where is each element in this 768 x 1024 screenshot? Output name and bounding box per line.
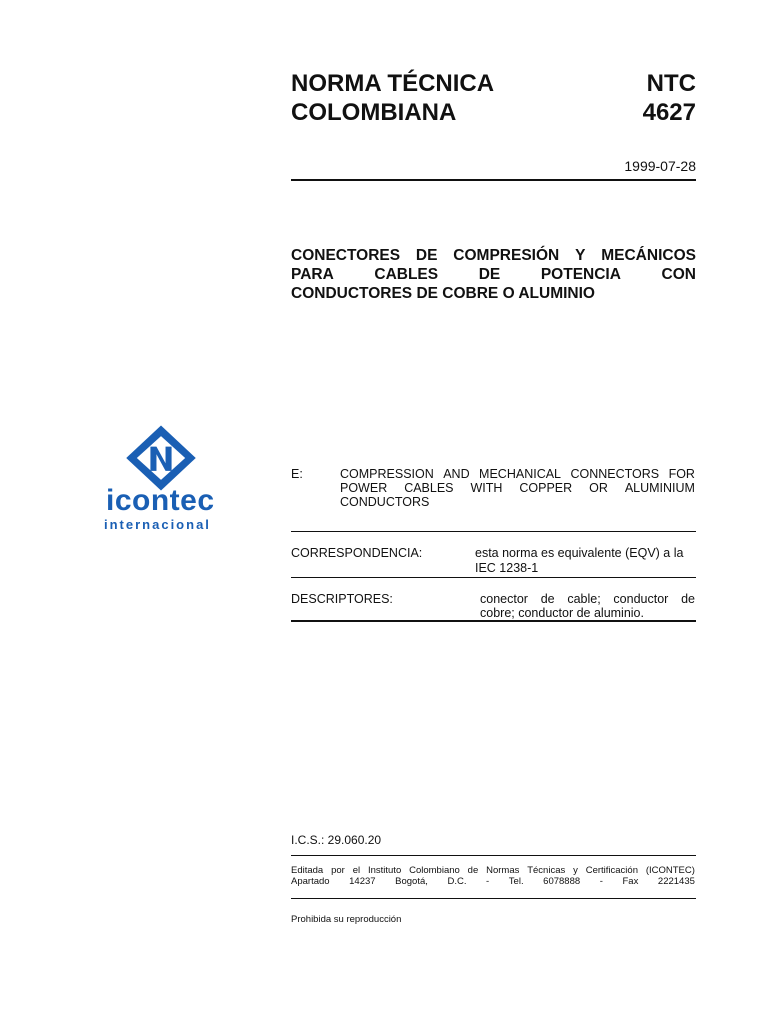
correspondencia-label: CORRESPONDENCIA: — [291, 546, 423, 560]
descriptores-line-2: cobre; conductor de aluminio. — [480, 606, 644, 620]
ics-divider — [291, 855, 696, 856]
prohibida-notice: Prohibida su reproducción — [291, 914, 402, 925]
correspondencia-line-2: IEC 1238-1 — [475, 561, 539, 575]
footer-address-line: Apartado 14237 Bogotá, D.C. - Tel. 6078888 - Fax 2221435 — [291, 876, 695, 887]
title-line-2: COLOMBIANA — [291, 99, 457, 126]
descriptores-line-1: conector de cable; conductor de — [480, 592, 695, 606]
subject-line-1: CONECTORES DE COMPRESIÓN Y MECÁNICOS — [291, 247, 696, 264]
english-label: E: — [291, 467, 303, 481]
header-divider — [291, 179, 696, 181]
descriptores-label: DESCRIPTORES: — [291, 592, 393, 606]
icontec-logo — [104, 420, 216, 532]
subject-line-3: CONDUCTORES DE COBRE O ALUMINIO — [291, 285, 595, 302]
logo-brand: icontec — [106, 484, 215, 517]
publication-date: 1999-07-28 — [624, 158, 696, 174]
logo-subbrand: internacional — [104, 517, 211, 532]
title-line-1: NORMA TÉCNICA — [291, 70, 495, 97]
descriptores-divider — [291, 620, 696, 622]
english-line-1: COMPRESSION AND MECHANICAL CONNECTORS FOR — [340, 467, 695, 481]
ntc-label: NTC — [646, 70, 696, 97]
subject-line-2: PARA CABLES DE POTENCIA CON — [291, 266, 696, 283]
correspondencia-line-1: esta norma es equivalente (EQV) a la — [475, 546, 684, 560]
english-line-2: POWER CABLES WITH COPPER OR ALUMINIUM — [340, 481, 695, 495]
icontec-n-logo-icon — [122, 424, 200, 492]
correspondencia-divider — [291, 577, 696, 578]
english-divider — [291, 531, 696, 532]
ics-code: I.C.S.: 29.060.20 — [291, 833, 382, 847]
footer-divider — [291, 898, 696, 899]
ntc-number: 4627 — [642, 99, 696, 126]
english-line-3: CONDUCTORS — [340, 495, 430, 509]
footer-publisher-line: Editada por el Instituto Colombiano de Normas Técnicas y Certificación (ICONTEC) — [291, 865, 695, 876]
